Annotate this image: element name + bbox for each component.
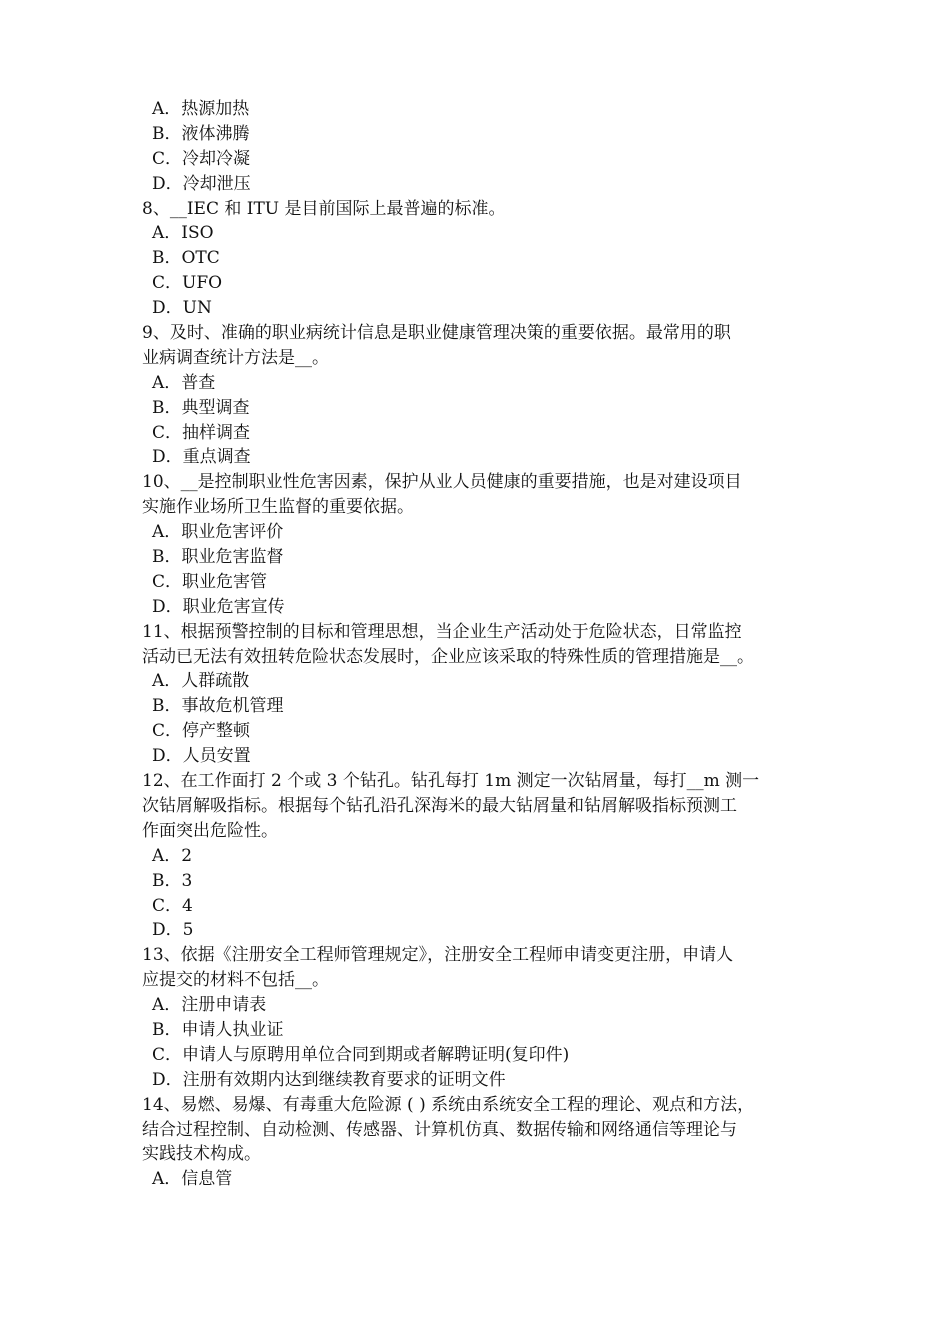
answer-option: D．冷却泄压 bbox=[152, 173, 251, 194]
answer-option: D．重点调查 bbox=[152, 447, 251, 468]
document-body bbox=[142, 97, 822, 1192]
question-text: 14、易燃、易爆、有毒重大危险源 ( ) 系统由系统安全工程的理论、观点和方法， bbox=[142, 1094, 755, 1115]
answer-option: A．ISO bbox=[152, 223, 214, 244]
answer-option: B．事故危机管理 bbox=[152, 696, 284, 717]
question-text: 应提交的材料不包括__。 bbox=[142, 970, 329, 991]
question-text: 11、根据预警控制的目标和管理思想，当企业生产活动处于危险状态，日常监控 bbox=[142, 621, 742, 642]
answer-option: C．申请人与原聘用单位合同到期或者解聘证明(复印件) bbox=[152, 1044, 570, 1065]
answer-option: A．信息管 bbox=[152, 1169, 233, 1190]
question-text: 实践技术构成。 bbox=[142, 1144, 261, 1165]
answer-option: C．抽样调查 bbox=[152, 422, 251, 443]
question-text: 活动已无法有效扭转危险状态发展时，企业应该采取的特殊性质的管理措施是__。 bbox=[142, 646, 754, 667]
question-text: 业病调查统计方法是__。 bbox=[142, 347, 329, 368]
answer-option: C．4 bbox=[152, 895, 193, 916]
answer-option: D．注册有效期内达到继续教育要求的证明文件 bbox=[152, 1069, 506, 1090]
answer-option: C．UFO bbox=[152, 273, 223, 294]
answer-option: B．液体沸腾 bbox=[152, 123, 250, 144]
answer-option: A．2 bbox=[152, 845, 193, 866]
answer-option: C．冷却冷凝 bbox=[152, 148, 251, 169]
answer-option: D．UN bbox=[152, 298, 212, 319]
question-text: 作面突出危险性。 bbox=[142, 820, 278, 841]
question-text: 9、及时、准确的职业病统计信息是职业健康管理决策的重要依据。最常用的职 bbox=[142, 323, 731, 344]
answer-option: D．职业危害宣传 bbox=[152, 596, 285, 617]
answer-option: A．注册申请表 bbox=[152, 995, 267, 1016]
answer-option: A．职业危害评价 bbox=[152, 522, 284, 543]
answer-option: A．热源加热 bbox=[152, 99, 250, 119]
question-text: 12、在工作面打 2 个或 3 个钻孔。钻孔每打 1m 测定一次钻屑量，每打__m 测一 bbox=[142, 771, 760, 792]
answer-option: A．人群疏散 bbox=[152, 671, 250, 692]
answer-option: D．人员安置 bbox=[152, 746, 251, 767]
question-text: 实施作业场所卫生监督的重要依据。 bbox=[142, 497, 414, 518]
answer-option: B．职业危害监督 bbox=[152, 547, 284, 568]
answer-option: B．申请人执业证 bbox=[152, 1019, 284, 1040]
question-text: 次钻屑解吸指标。根据每个钻孔沿孔深海米的最大钻屑量和钻屑解吸指标预测工 bbox=[142, 795, 737, 816]
answer-option: B．OTC bbox=[152, 248, 220, 269]
answer-option: B．典型调查 bbox=[152, 397, 250, 418]
question-text: 结合过程控制、自动检测、传感器、计算机仿真、数据传输和网络通信等理论与 bbox=[142, 1119, 737, 1140]
answer-option: C．停产整顿 bbox=[152, 721, 251, 742]
question-text: 13、依据《注册安全工程师管理规定》，注册安全工程师申请变更注册，申请人 bbox=[142, 945, 734, 966]
answer-option: A．普查 bbox=[152, 372, 216, 393]
answer-option: C．职业危害管 bbox=[152, 571, 268, 592]
question-text: 8、__IEC 和 ITU 是目前国际上最普遍的标准。 bbox=[142, 198, 506, 219]
answer-option: D．5 bbox=[152, 920, 194, 941]
question-text: 10、__是控制职业性危害因素，保护从业人员健康的重要措施，也是对建设项目 bbox=[142, 472, 742, 493]
answer-option: B．3 bbox=[152, 870, 193, 891]
